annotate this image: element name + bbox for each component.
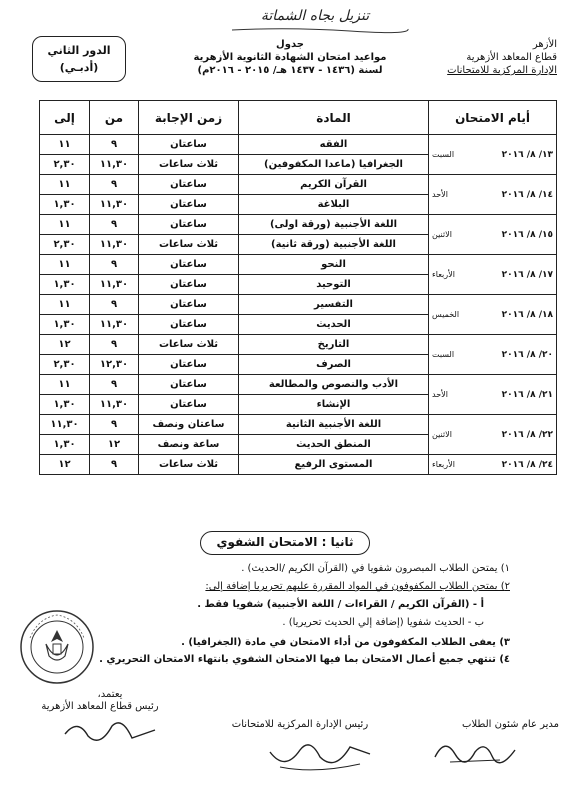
header-to: إلى [40, 101, 90, 135]
end-time-cell: ١,٣٠ [40, 395, 90, 415]
handwritten-signature-right [430, 732, 520, 772]
day-name: الأحد [432, 190, 448, 199]
subject-cell: الصرف [239, 355, 429, 375]
session-line-1: الدور الثاني [47, 44, 111, 57]
title-line-3: لسنة (١٤٣٦ - ١٤٣٧ هـ/ ٢٠١٥ - ٢٠١٦م) [197, 65, 383, 76]
oral-exam-title: ثانيا : الامتحان الشفوي [200, 531, 370, 555]
duration-cell: ساعتان [139, 195, 239, 215]
duration-cell: ساعتان [139, 375, 239, 395]
day-name: الأحد [432, 390, 448, 399]
start-time-cell: ١٢,٣٠ [90, 355, 139, 375]
duration-cell: ساعتان [139, 395, 239, 415]
subject-cell: الإنشاء [239, 395, 429, 415]
duration-cell: ساعة ونصف [139, 435, 239, 455]
header-duration: زمن الإجابة [139, 101, 239, 135]
exam-date: ١٧/ ٨/ ٢٠١٦ [501, 269, 553, 280]
exam-day-cell [429, 455, 557, 475]
end-time-cell: ٢,٣٠ [40, 235, 90, 255]
signature-left-title: رئيس قطاع المعاهد الأزهرية [41, 701, 159, 712]
header-days: أيام الامتحان [429, 101, 557, 135]
start-time-cell: ١١,٣٠ [90, 395, 139, 415]
day-name: الأربعاء [432, 270, 455, 279]
document-title [150, 38, 430, 77]
exam-day-cell [429, 175, 557, 215]
note-2b: ب - الحديث شفويا (إضافة إلي الحديث تحريريا) . [282, 617, 484, 628]
end-time-cell: ١,٣٠ [40, 275, 90, 295]
subject-cell: التاريخ [239, 335, 429, 355]
table-row [40, 175, 557, 195]
signature-right-title: مدير عام شئون الطلاب [462, 719, 559, 730]
handwritten-signature-left [60, 712, 160, 752]
duration-cell: ساعتان [139, 175, 239, 195]
start-time-cell: ١١,٣٠ [90, 315, 139, 335]
table-row [40, 375, 557, 395]
end-time-cell: ٢,٣٠ [40, 155, 90, 175]
exam-day-cell [429, 415, 557, 455]
day-name: الخميس [432, 310, 460, 319]
exam-date: ١٣/ ٨/ ٢٠١٦ [501, 149, 553, 160]
subject-cell: اللغة الأجنبية (ورقة ثانية) [239, 235, 429, 255]
subject-cell: المنطق الحديث [239, 435, 429, 455]
start-time-cell: ١١,٣٠ [90, 195, 139, 215]
subject-cell: التوحيد [239, 275, 429, 295]
start-time-cell: ٩ [90, 215, 139, 235]
subject-cell: المستوى الرفيع [239, 455, 429, 475]
subject-cell: الجغرافيا (ماعدا المكفوفين) [239, 155, 429, 175]
end-time-cell: ١١ [40, 295, 90, 315]
exam-date: ٢٤/ ٨/ ٢٠١٦ [501, 459, 553, 470]
end-time-cell: ١١ [40, 135, 90, 155]
exam-day-cell [429, 135, 557, 175]
table-row [40, 135, 557, 155]
table-row [40, 415, 557, 435]
note-2a: أ - (القرآن الكريم / القراءات / اللغة الأجنبية) شفويا فقط . [197, 599, 484, 610]
end-time-cell: ١١,٣٠ [40, 415, 90, 435]
start-time-cell: ٩ [90, 415, 139, 435]
exam-date: ٢٠/ ٨/ ٢٠١٦ [501, 349, 553, 360]
start-time-cell: ١١,٣٠ [90, 235, 139, 255]
duration-cell: ثلاث ساعات [139, 235, 239, 255]
end-time-cell: ١١ [40, 255, 90, 275]
exam-schedule-table [39, 100, 557, 475]
title-line-1: جدول [276, 39, 304, 50]
duration-cell: ثلاث ساعات [139, 455, 239, 475]
subject-cell: الحديث [239, 315, 429, 335]
start-time-cell: ١١,٣٠ [90, 155, 139, 175]
duration-cell: ساعتان [139, 275, 239, 295]
start-time-cell: ٩ [90, 175, 139, 195]
start-time-cell: ٩ [90, 375, 139, 395]
duration-cell: ثلاث ساعات [139, 335, 239, 355]
table-header-row [40, 101, 557, 135]
exam-day-cell [429, 215, 557, 255]
end-time-cell: ١,٣٠ [40, 195, 90, 215]
duration-cell: ساعتان [139, 315, 239, 335]
session-box [32, 36, 126, 82]
subject-cell: النحو [239, 255, 429, 275]
subject-cell: اللغة الأجنبية الثانية [239, 415, 429, 435]
end-time-cell: ١١ [40, 175, 90, 195]
day-name: الاثنين [432, 430, 452, 439]
header-from: من [90, 101, 139, 135]
exam-date: ٢١/ ٨/ ٢٠١٦ [501, 389, 553, 400]
note-3: ٣) يعفى الطلاب المكفوفون من أداء الامتحان في مادة (الجغرافيا) . [181, 637, 510, 648]
subject-cell: البلاغة [239, 195, 429, 215]
end-time-cell: ١,٣٠ [40, 315, 90, 335]
end-time-cell: ١١ [40, 375, 90, 395]
duration-cell: ساعتان [139, 135, 239, 155]
end-time-cell: ١٢ [40, 335, 90, 355]
exam-date: ١٤/ ٨/ ٢٠١٦ [501, 189, 553, 200]
session-line-2: (أدبـي) [59, 61, 99, 74]
handwritten-underline [230, 26, 410, 34]
table-row [40, 455, 557, 475]
start-time-cell: ٩ [90, 135, 139, 155]
subject-cell: القرآن الكريم [239, 175, 429, 195]
duration-cell: ساعتان [139, 295, 239, 315]
official-seal-icon [18, 608, 96, 686]
handwritten-note: تنزيل بجاه الشماتة [260, 8, 370, 24]
signature-left-approve: يعتمد، [97, 689, 123, 700]
table-body [40, 135, 557, 475]
note-4: ٤) تنتهي جميع أعمال الامتحان بما فيها الامتحان الشفوي بانتهاء الامتحان التحريري . [99, 654, 510, 665]
table-row [40, 335, 557, 355]
notes-section [80, 562, 510, 666]
subject-cell: اللغة الأجنبية (ورقة اولى) [239, 215, 429, 235]
exam-date: ١٥/ ٨/ ٢٠١٦ [501, 229, 553, 240]
start-time-cell: ٩ [90, 335, 139, 355]
start-time-cell: ٩ [90, 255, 139, 275]
end-time-cell: ٢,٣٠ [40, 355, 90, 375]
subject-cell: التفسير [239, 295, 429, 315]
exam-day-cell [429, 375, 557, 415]
start-time-cell: ١١,٣٠ [90, 275, 139, 295]
start-time-cell: ٩ [90, 295, 139, 315]
header-subject: المادة [239, 101, 429, 135]
duration-cell: ثلاث ساعات [139, 155, 239, 175]
exam-day-cell [429, 335, 557, 375]
table-row [40, 215, 557, 235]
end-time-cell: ١٢ [40, 455, 90, 475]
day-name: الاثنين [432, 230, 452, 239]
end-time-cell: ١,٣٠ [40, 435, 90, 455]
duration-cell: ساعتان [139, 215, 239, 235]
day-name: السبت [432, 150, 455, 159]
institution-line-2: قطاع المعاهد الأزهرية [466, 52, 557, 63]
exam-date: ١٨/ ٨/ ٢٠١٦ [501, 309, 553, 320]
start-time-cell: ٩ [90, 455, 139, 475]
duration-cell: ساعتان ونصف [139, 415, 239, 435]
day-name: السبت [432, 350, 455, 359]
note-1: ١) يمتحن الطلاب المبصرون شفويا في (القرآن الكريم /الحديث) . [241, 563, 510, 574]
note-2: ٢) يمتحن الطلاب المكفوفون في المواد المقررة عليهم تحريريا إضافة إلى: [205, 581, 510, 592]
handwritten-signature-center [265, 732, 375, 777]
exam-date: ٢٢/ ٨/ ٢٠١٦ [501, 429, 553, 440]
table-row [40, 295, 557, 315]
subject-cell: الأدب والنصوص والمطالعة [239, 375, 429, 395]
title-line-2: مواعيد امتحان الشهادة الثانوية الأزهرية [193, 52, 387, 63]
table-row [40, 255, 557, 275]
institution-line-3: الإدارة المركزية للامتحانات [447, 65, 557, 76]
exam-day-cell [429, 295, 557, 335]
duration-cell: ساعتان [139, 355, 239, 375]
signature-center-title: رئيس الإدارة المركزية للامتحانات [231, 719, 369, 730]
day-name: الأربعاء [432, 460, 455, 469]
duration-cell: ساعتان [139, 255, 239, 275]
start-time-cell: ١٢ [90, 435, 139, 455]
exam-day-cell [429, 255, 557, 295]
end-time-cell: ١١ [40, 215, 90, 235]
institution-line-1: الأزهر [532, 39, 557, 50]
subject-cell: الفقه [239, 135, 429, 155]
